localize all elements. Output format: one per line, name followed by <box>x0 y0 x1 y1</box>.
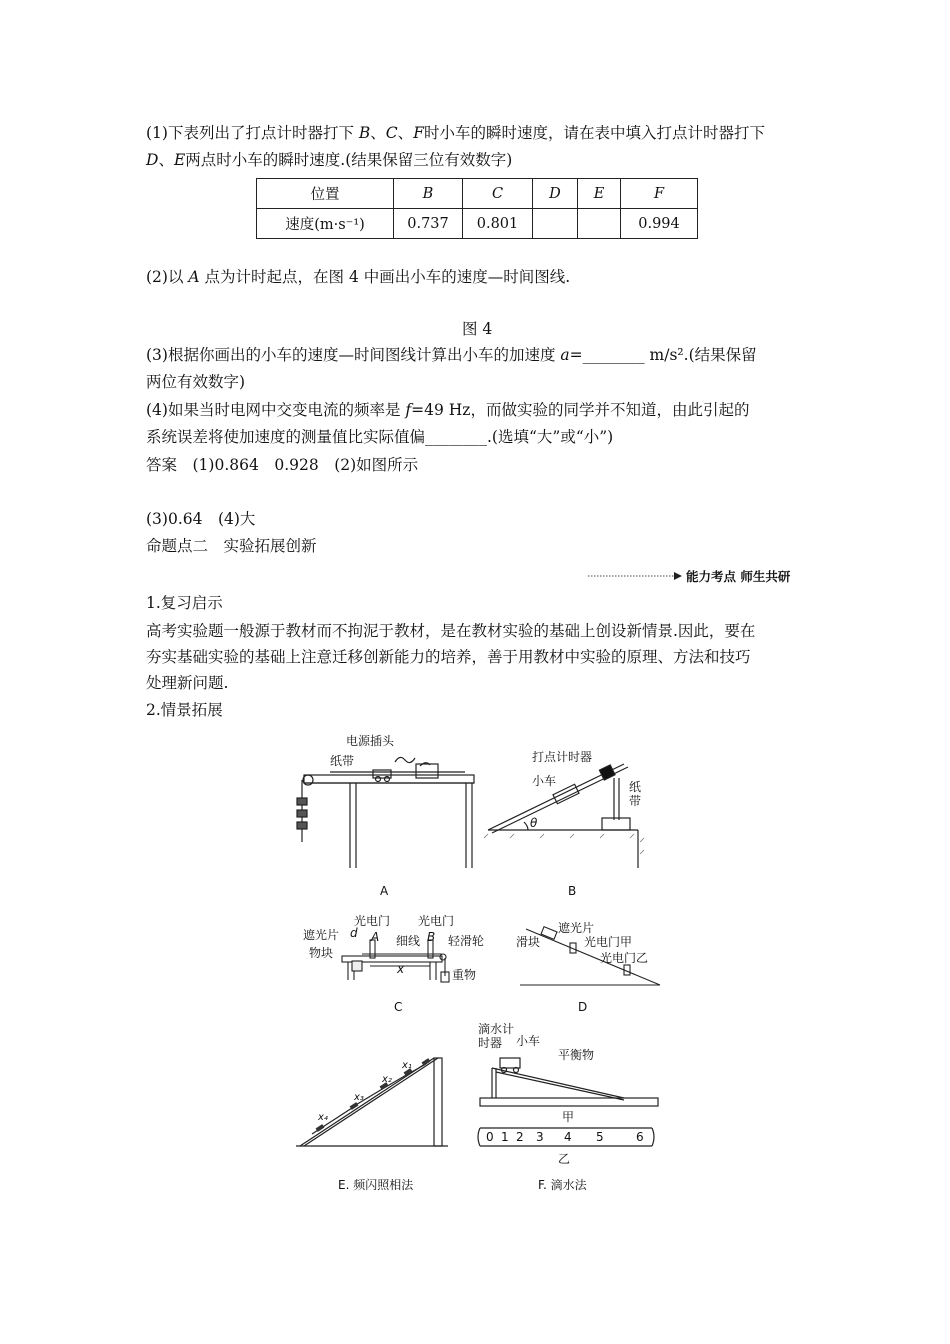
tick-3: 3 <box>536 1130 544 1144</box>
answer-line1: 答案 (1)0.864 0.928 (2)如图所示 <box>146 456 419 474</box>
label-tape-1: 纸 <box>629 780 642 794</box>
label-yi: 乙 <box>558 1152 571 1166</box>
label-cart: 小车 <box>532 774 557 788</box>
s1-paragraph-line2: 夯实基础实验的基础上注意迁移创新能力的培养，善于用教材中实验的原理、方法和技巧 <box>146 648 751 666</box>
label-balance: 平衡物 <box>558 1048 595 1062</box>
label-weight: 重物 <box>452 968 477 982</box>
tick-6: 6 <box>636 1130 644 1144</box>
label-gate-a: 光电门甲 <box>584 935 633 949</box>
figure-e <box>292 1052 452 1192</box>
figure-a <box>290 732 490 902</box>
velocity-table <box>256 178 698 239</box>
caption-e: E. 频闪照相法 <box>338 1178 414 1192</box>
label-shading-sheet: 遮光片 <box>303 928 340 942</box>
label-cart-f: 小车 <box>516 1034 541 1048</box>
table-header-cell: 位置 <box>257 179 394 209</box>
table-header-cell: E <box>578 179 621 209</box>
label-d: d <box>350 926 358 940</box>
tick-5: 5 <box>596 1130 604 1144</box>
figure-a-drawing <box>290 732 490 882</box>
caption-c: C <box>394 1000 403 1014</box>
label-pulley: 轻滑轮 <box>448 934 485 948</box>
table-cell: 0.994 <box>621 209 698 239</box>
label-a: A <box>371 930 380 944</box>
figure-c <box>300 910 500 1015</box>
table-header-cell: F <box>621 179 698 209</box>
label-drip-timer-2: 时器 <box>478 1036 503 1050</box>
label-photogate-1: 光电门 <box>354 914 391 928</box>
table-header-cell: C <box>463 179 533 209</box>
s1-title: 1.复习启示 <box>146 594 223 612</box>
label-slider: 滑块 <box>516 935 541 949</box>
figure-e-drawing <box>292 1052 452 1152</box>
label-gate-b: 光电门乙 <box>600 951 649 965</box>
label-photogate-2: 光电门 <box>418 914 455 928</box>
label-x: x <box>397 962 405 976</box>
label-b: B <box>427 930 436 944</box>
banner <box>588 566 806 586</box>
label-theta: θ <box>530 816 538 830</box>
answer-line2: (3)0.64 (4)大 <box>146 510 256 528</box>
label-jia: 甲 <box>562 1110 575 1124</box>
section-title: 命题点二 实验拓展创新 <box>146 537 317 555</box>
tick-1: 1 <box>501 1130 509 1144</box>
label-x4: x₄ <box>318 1112 328 1123</box>
label-x1: x₁ <box>402 1060 412 1071</box>
tick-0: 0 <box>486 1130 494 1144</box>
table-cell <box>533 209 578 239</box>
table-cell: 0.737 <box>394 209 463 239</box>
caption-b: B <box>568 884 577 898</box>
label-power-plug: 电源插头 <box>346 734 395 748</box>
arrow-icon <box>588 566 683 586</box>
caption-f: F. 滴水法 <box>538 1178 587 1192</box>
label-shading-sheet-d: 遮光片 <box>558 921 595 935</box>
table-cell: 速度(m·s⁻¹) <box>257 209 394 239</box>
figure-d <box>516 915 664 1015</box>
table-cell <box>578 209 621 239</box>
table-row <box>257 209 698 239</box>
table-header-cell: B <box>394 179 463 209</box>
q4-line1: (4)如果当时电网中交变电流的频率是 f=49 Hz，而做实验的同学并不知道，由此引起的 <box>146 401 750 419</box>
s1-paragraph-line3: 处理新问题. <box>146 674 229 692</box>
label-tape-2: 带 <box>629 794 642 808</box>
label-timer: 打点计时器 <box>532 750 593 764</box>
banner-text: 能力考点 师生共研 <box>686 569 791 584</box>
q1-line1: (1)下表列出了打点计时器打下 B、C、F时小车的瞬时速度，请在表中填入打点计时器打下 <box>146 124 765 142</box>
figure-f <box>474 1020 660 1192</box>
figure-label: 图 4 <box>462 320 493 338</box>
caption-a: A <box>380 884 389 898</box>
label-paper-tape: 纸带 <box>330 754 355 768</box>
q4-line2: 系统误差将使加速度的测量值比实际值偏________.(选填“大”或“小”) <box>146 428 614 446</box>
table-row <box>257 179 698 209</box>
label-string: 细线 <box>396 934 421 948</box>
q1-line2: D、E两点时小车的瞬时速度.(结果保留三位有效数字) <box>146 151 513 169</box>
figure-b <box>484 742 644 902</box>
table-cell: 0.801 <box>463 209 533 239</box>
label-drip-timer-1: 滴水计 <box>478 1022 515 1036</box>
tick-4: 4 <box>564 1130 572 1144</box>
q3-line2: 两位有效数字) <box>146 373 246 391</box>
label-x2: x₂ <box>382 1074 392 1085</box>
label-block: 物块 <box>309 946 334 960</box>
label-x3: x₃ <box>354 1092 364 1103</box>
q3-line1: (3)根据你画出的小车的速度—时间图线计算出小车的加速度 a=________ m/s².(结果保留 <box>146 346 757 364</box>
tick-2: 2 <box>516 1130 524 1144</box>
caption-d: D <box>578 1000 588 1014</box>
s1-paragraph-line1: 高考实验题一般源于教材而不拘泥于教材，是在教材实验的基础上创设新情景.因此，要在 <box>146 622 756 640</box>
s2-title: 2.情景拓展 <box>146 701 223 719</box>
q2-line: (2)以 A 点为计时起点，在图 4 中画出小车的速度—时间图线. <box>146 268 571 286</box>
table-header-cell: D <box>533 179 578 209</box>
